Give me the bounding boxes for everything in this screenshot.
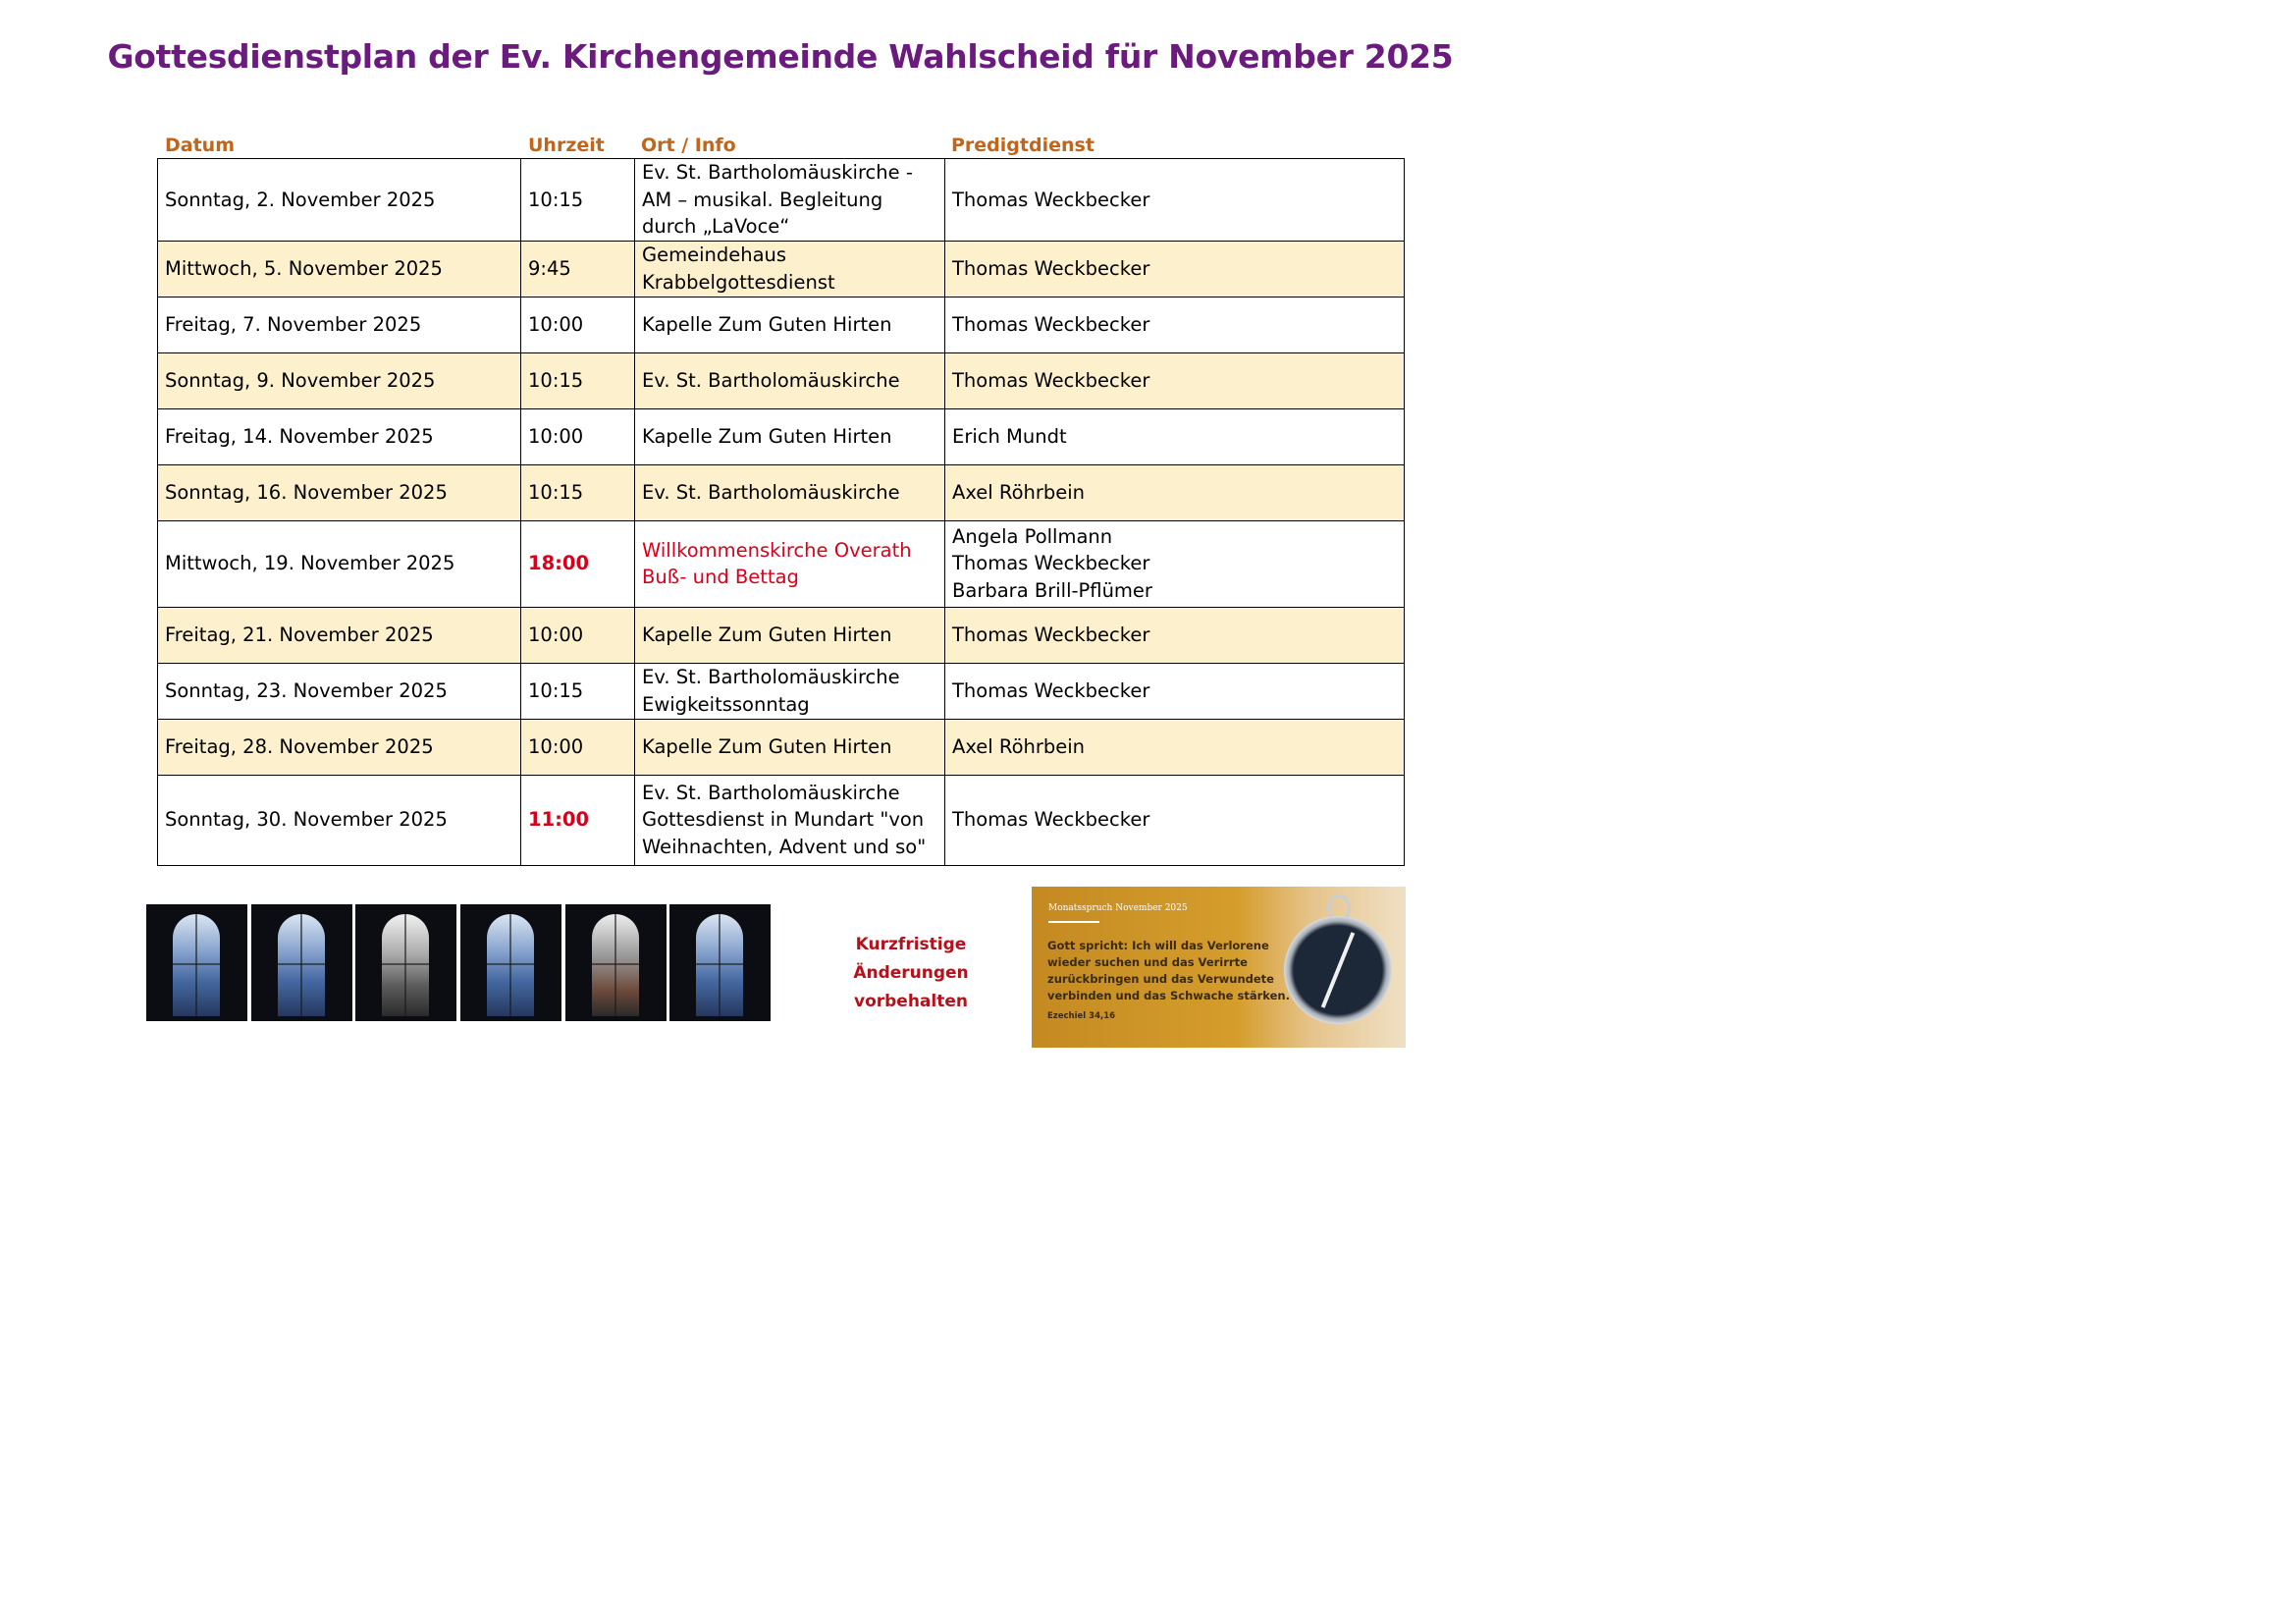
predigt-line: Thomas Weckbecker	[952, 678, 1150, 702]
header-ort: Ort / Info	[641, 135, 736, 156]
ort-line: Willkommenskirche Overath	[642, 538, 912, 562]
cell-uhrzeit: 10:15	[521, 663, 635, 719]
cell-ort	[635, 297, 945, 352]
cell-datum: Mittwoch, 5. November 2025	[158, 241, 521, 297]
cell-ort	[635, 241, 945, 297]
cell-predigtdienst	[945, 159, 1405, 242]
cell-uhrzeit: 10:15	[521, 159, 635, 242]
ort-line: Weihnachten, Advent und so"	[642, 835, 927, 858]
ort-line: Kapelle Zum Guten Hirten	[642, 734, 892, 758]
ort-line: Kapelle Zum Guten Hirten	[642, 623, 892, 646]
monatsspruch-card	[1032, 887, 1406, 1048]
cell-uhrzeit: 10:00	[521, 408, 635, 464]
header-uhrzeit: Uhrzeit	[528, 135, 605, 156]
predigt-line: Erich Mundt	[952, 424, 1067, 448]
predigt-line: Thomas Weckbecker	[952, 552, 1150, 575]
predigt-line: Thomas Weckbecker	[952, 808, 1150, 832]
cell-ort	[635, 408, 945, 464]
divider	[1048, 921, 1099, 923]
predigt-line: Axel Röhrbein	[952, 734, 1086, 758]
ort-line: Ev. St. Bartholomäuskirche	[642, 480, 900, 504]
cell-predigtdienst	[945, 775, 1405, 865]
cell-uhrzeit: 10:00	[521, 297, 635, 352]
table-row	[158, 297, 1405, 352]
monatsspruch-label: Monatsspruch November 2025	[1048, 903, 1188, 913]
ort-line: Krabbelgottesdienst	[642, 270, 835, 294]
page-title: Gottesdienstplan der Ev. Kirchengemeinde Wahlscheid für November 2025	[107, 37, 1454, 76]
ort-line: Kapelle Zum Guten Hirten	[642, 312, 892, 336]
cell-predigtdienst	[945, 297, 1405, 352]
cell-datum: Freitag, 7. November 2025	[158, 297, 521, 352]
cell-predigtdienst	[945, 408, 1405, 464]
ort-line: Gemeindehaus	[642, 244, 787, 266]
cell-datum: Freitag, 21. November 2025	[158, 607, 521, 663]
cell-uhrzeit: 18:00	[521, 520, 635, 607]
ort-line: AM – musikal. Begleitung	[642, 188, 883, 211]
table-row	[158, 607, 1405, 663]
cell-ort	[635, 775, 945, 865]
cell-ort	[635, 159, 945, 242]
table-row	[158, 663, 1405, 719]
cell-uhrzeit: 10:15	[521, 464, 635, 520]
predigt-line: Thomas Weckbecker	[952, 188, 1150, 211]
monatsspruch-reference: Ezechiel 34,16	[1047, 1011, 1116, 1021]
cell-datum: Sonntag, 30. November 2025	[158, 775, 521, 865]
ort-line: Buß- und Bettag	[642, 566, 799, 588]
cell-predigtdienst	[945, 464, 1405, 520]
stained-glass-window-icon	[565, 904, 667, 1021]
stained-glass-window-icon	[460, 904, 561, 1021]
cell-uhrzeit: 9:45	[521, 241, 635, 297]
cell-ort	[635, 520, 945, 607]
monatsspruch-verse: Gott spricht: Ich will das Verlorene wieder suchen und das Verirrte zurückbringen und das Verwundete verbinden und das Schwache stärken.	[1047, 939, 1290, 1002]
compass-icon	[1284, 916, 1392, 1024]
cell-ort	[635, 719, 945, 775]
predigt-line: Thomas Weckbecker	[952, 623, 1150, 646]
cell-datum: Freitag, 28. November 2025	[158, 719, 521, 775]
cell-datum: Mittwoch, 19. November 2025	[158, 520, 521, 607]
cell-datum: Freitag, 14. November 2025	[158, 408, 521, 464]
cell-predigtdienst	[945, 719, 1405, 775]
cell-datum: Sonntag, 23. November 2025	[158, 663, 521, 719]
cell-uhrzeit: 10:00	[521, 607, 635, 663]
cell-ort	[635, 464, 945, 520]
ort-line: Ev. St. Bartholomäuskirche	[642, 666, 900, 688]
cell-datum: Sonntag, 16. November 2025	[158, 464, 521, 520]
cell-predigtdienst	[945, 520, 1405, 607]
ort-line: Ev. St. Bartholomäuskirche	[642, 368, 900, 392]
cell-predigtdienst	[945, 607, 1405, 663]
cell-ort	[635, 352, 945, 408]
cell-uhrzeit: 11:00	[521, 775, 635, 865]
service-table	[157, 158, 1405, 866]
table-row	[158, 464, 1405, 520]
predigt-line: Thomas Weckbecker	[952, 256, 1150, 280]
ort-line: Ewigkeitssonntag	[642, 692, 810, 716]
ort-line: Ev. St. Bartholomäuskirche -	[642, 161, 913, 184]
ort-line: Kapelle Zum Guten Hirten	[642, 424, 892, 448]
stained-glass-window-icon	[669, 904, 771, 1021]
predigt-line: Thomas Weckbecker	[952, 312, 1150, 336]
predigt-line: Angela Pollmann	[952, 524, 1113, 548]
cell-datum: Sonntag, 2. November 2025	[158, 159, 521, 242]
stained-glass-window-icon	[146, 904, 247, 1021]
table-row	[158, 352, 1405, 408]
table-row	[158, 775, 1405, 865]
table-row	[158, 719, 1405, 775]
predigt-line: Thomas Weckbecker	[952, 368, 1150, 392]
cell-uhrzeit: 10:00	[521, 719, 635, 775]
table-row	[158, 241, 1405, 297]
ort-line: durch „LaVoce“	[642, 215, 790, 238]
cell-ort	[635, 607, 945, 663]
short-notice-changes: Kurzfristige Änderungen vorbehalten	[853, 935, 969, 1011]
table-row	[158, 520, 1405, 607]
table-row	[158, 159, 1405, 242]
predigt-line: Axel Röhrbein	[952, 480, 1086, 504]
cell-predigtdienst	[945, 352, 1405, 408]
stained-glass-window-icon	[355, 904, 456, 1021]
stained-glass-window-icon	[251, 904, 352, 1021]
ort-line: Gottesdienst in Mundart "von	[642, 808, 925, 832]
cell-ort	[635, 663, 945, 719]
cell-datum: Sonntag, 9. November 2025	[158, 352, 521, 408]
cell-uhrzeit: 10:15	[521, 352, 635, 408]
header-predigtdienst: Predigtdienst	[951, 135, 1095, 156]
header-datum: Datum	[165, 135, 235, 156]
cell-predigtdienst	[945, 241, 1405, 297]
cell-predigtdienst	[945, 663, 1405, 719]
ort-line: Ev. St. Bartholomäuskirche	[642, 781, 900, 804]
predigt-line: Barbara Brill-Pflümer	[952, 578, 1152, 602]
table-row	[158, 408, 1405, 464]
